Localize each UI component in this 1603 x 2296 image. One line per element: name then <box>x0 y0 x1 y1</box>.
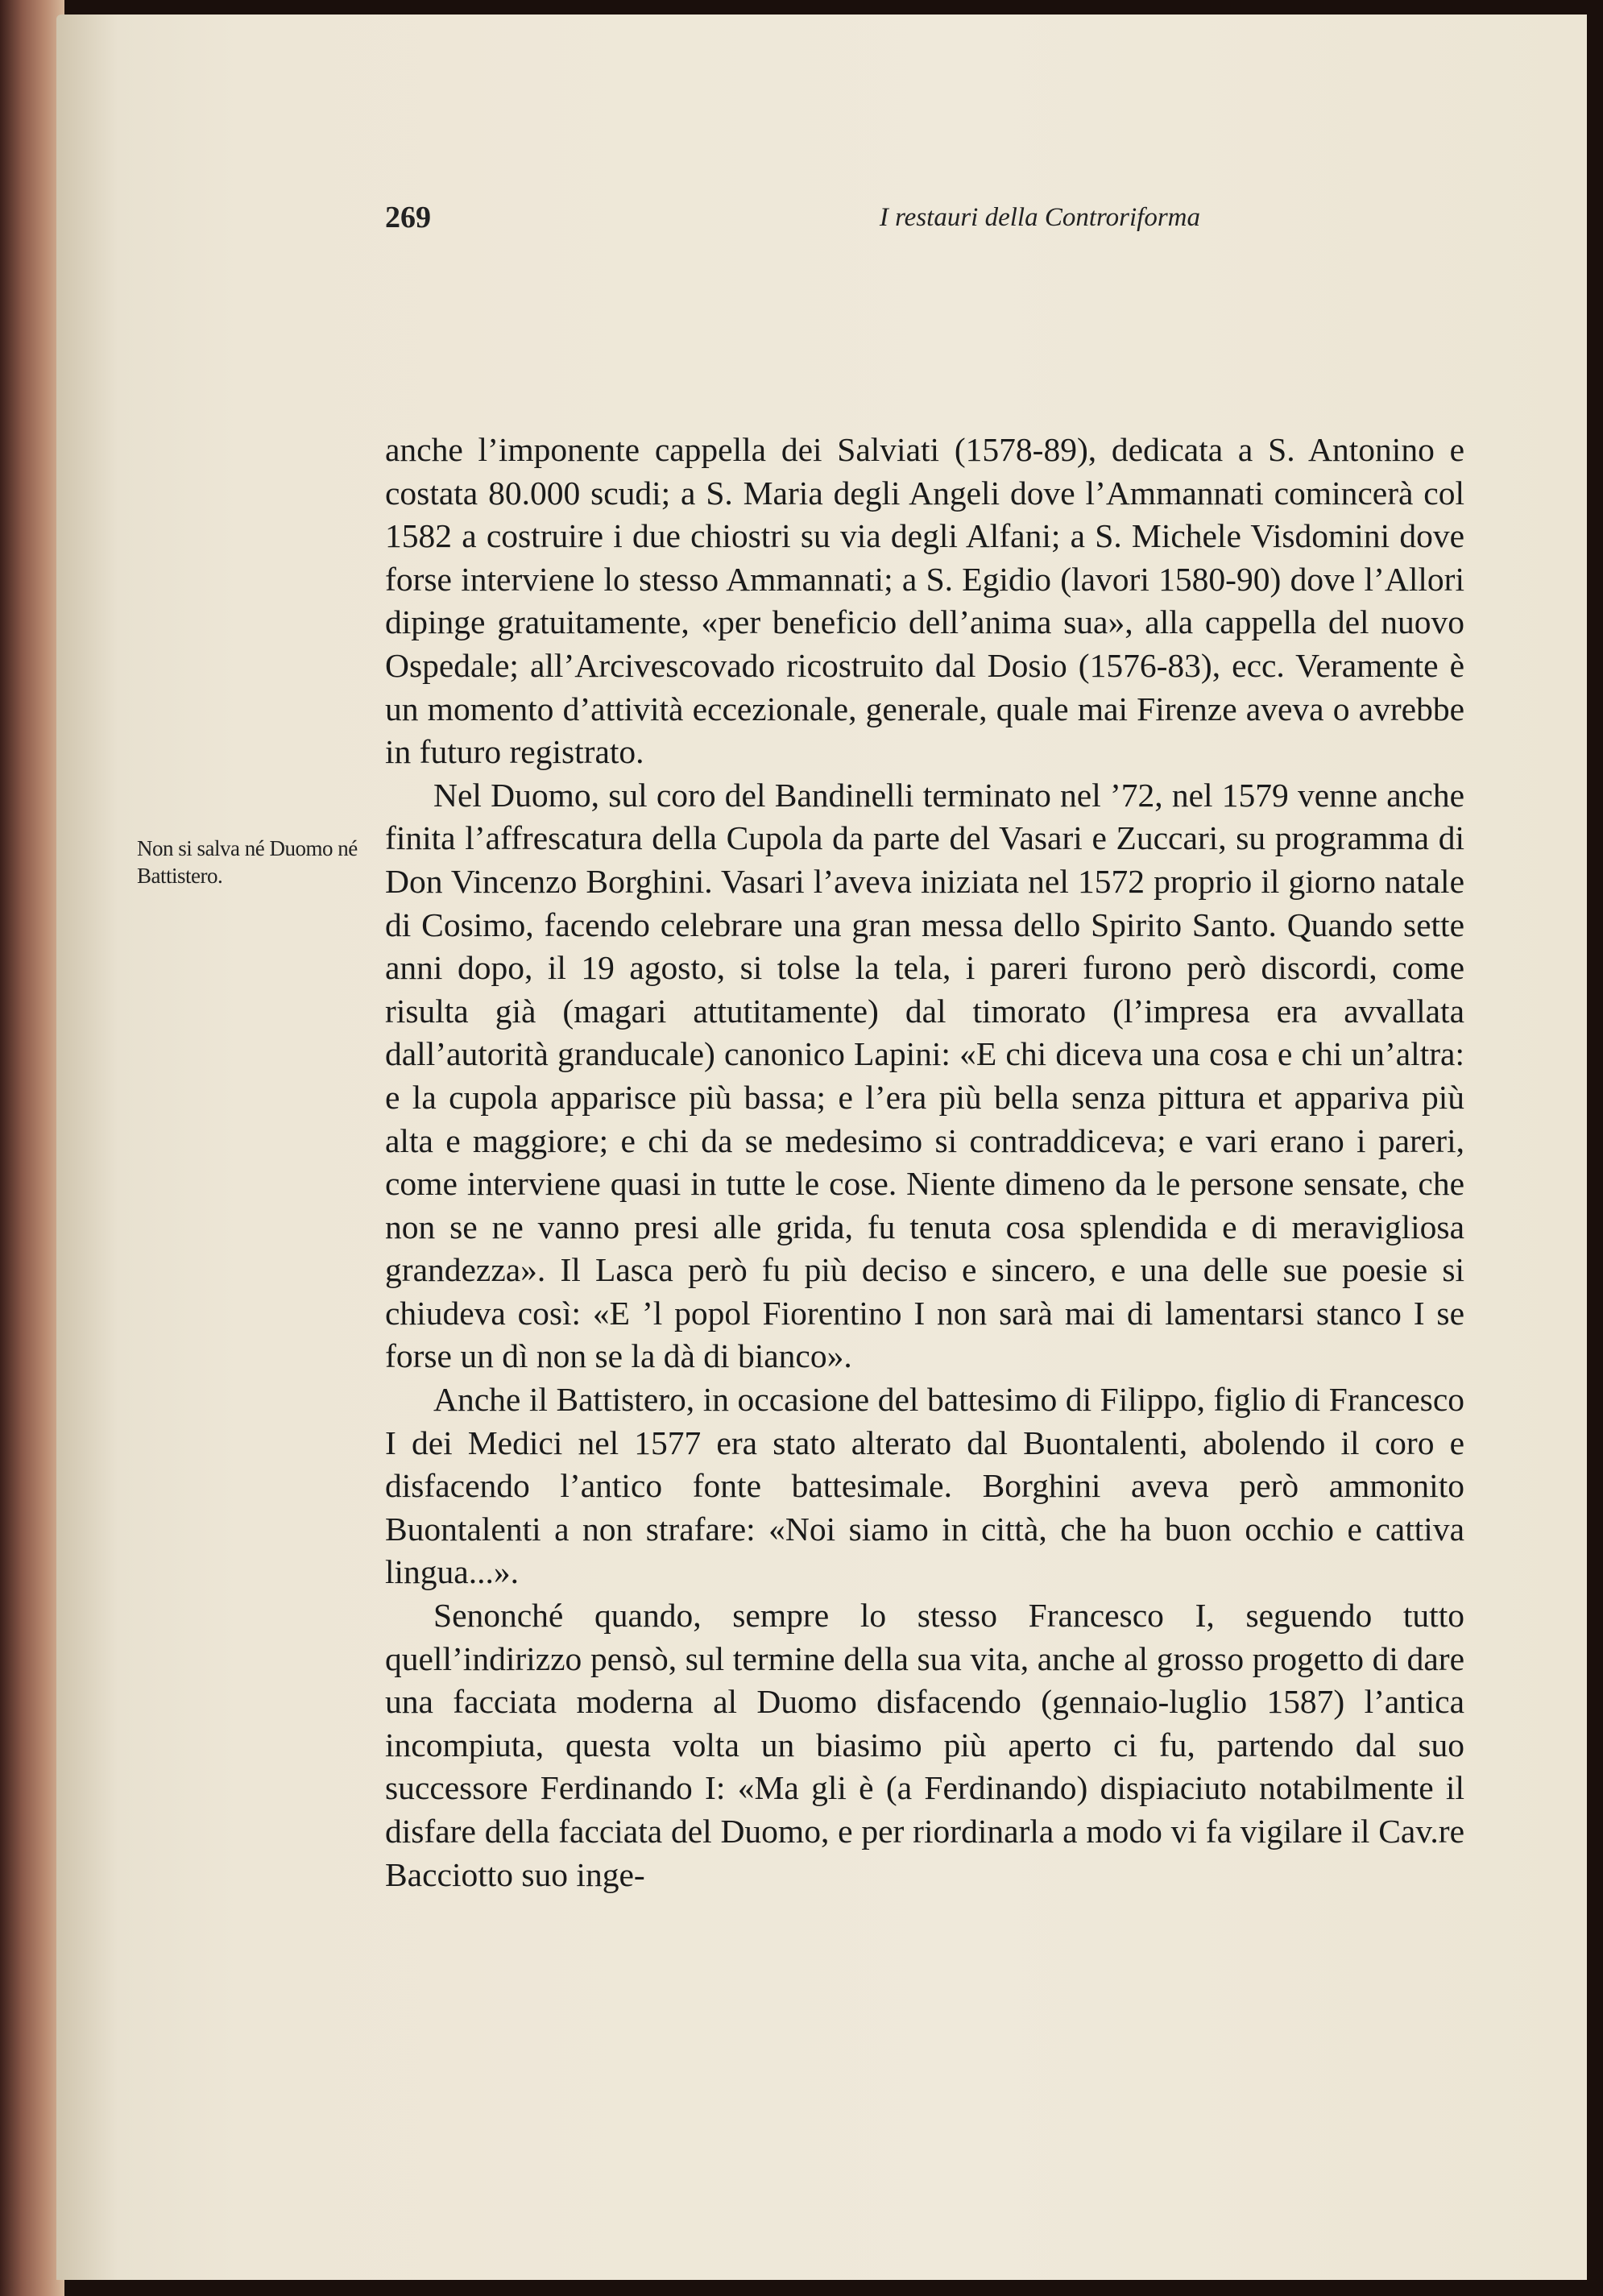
page-number: 269 <box>385 201 431 234</box>
margin-note: Non si salva né Duomo né Battistero. <box>137 836 358 888</box>
book-page <box>56 15 1587 2280</box>
body-text <box>385 429 1464 1896</box>
running-head <box>385 200 1200 248</box>
paragraph: anche l’imponente cappella dei Salviati (1578-89), dedicata a S. Antonino e costata 80.000 scudi; a S. Maria degli Angeli dove l’Ammannati comincerà col 1582 a costruire i due chiostri su via degli Alfani; a S. Michele Visdomini dove forse interviene lo stesso Ammannati; a S. Egidio (lavori 1580-90) dove l’Allori dipinge gratuitamente, «per beneficio dell’anima sua», alla cappella del nuovo Ospedale; all’Arcivescovado ricostruito dal Dosio (1576-83), ecc. Veramente è un momento d’attività eccezionale, generale, quale mai Firenze aveva o avrebbe in futuro registrato. <box>385 431 1464 771</box>
paragraph: Nel Duomo, sul coro del Bandinelli terminato nel ’72, nel 1579 venne anche finita l’affrescatura della Cupola da parte del Vasari e Zuccari, su programma di Don Vincenzo Borghini. Vasari l’aveva iniziata nel 1572 proprio il giorno natale di Cosimo, facendo celebrare una gran messa dello Spirito Santo. Quando sette anni dopo, il 19 agosto, si tolse la tela, i pareri furono però discordi, come risulta già (magari attutitamente) dal timorato (l’impresa era avvallata dall’autorità granducale) canonico Lapini: «E chi diceva una cosa e chi un’altra: e la cupola apparisce più bassa; e l’era più bella senza pittura et appariva più alta e maggiore; e chi da se medesimo si contraddiceva; e vari erano i pareri, come interviene quasi in tutte le cose. Niente dimeno da le persone sensate, che non se ne vanno presi alle grida, fu tenuta cosa splendida e di meravigliosa grandezza». Il Lasca però fu più deciso e sincero, e una delle sue poesie si chiudeva così: «E ’l popol Fiorentino I non sarà mai di lamentarsi stanco I se forse un dì non se la dà di bianco». <box>385 776 1464 1375</box>
paragraph: Anche il Battistero, in occasione del battesimo di Filippo, figlio di Francesco I dei Medici nel 1577 era stato alterato dal Buontalenti, abolendo il coro e disfacendo l’antico fonte battesimale. Borghini aveva però ammonito Buontalenti a non strafare: «Noi siamo in città, che ha buon occhio e cattiva lingua...». <box>385 1381 1464 1591</box>
paragraph: Senonché quando, sempre lo stesso Francesco I, seguendo tutto quell’indirizzo pensò, sul termine della sua vita, anche al grosso progetto di dare una facciata moderna al Duomo disfacendo (gennaio-luglio 1587) l’antica incompiuta, questa volta un biasimo più aperto ci fu, partendo dal suo successore Ferdinando I: «Ma gli è (a Ferdinando) dispiaciuto notabilmente il disfare della facciata del Duomo, e per riordinarla a modo vi fa vigilare il Cav.re Bacciotto suo inge- <box>385 1597 1464 1893</box>
book-spine <box>0 0 64 2296</box>
running-title: I restauri della Controriforma <box>879 203 1200 232</box>
